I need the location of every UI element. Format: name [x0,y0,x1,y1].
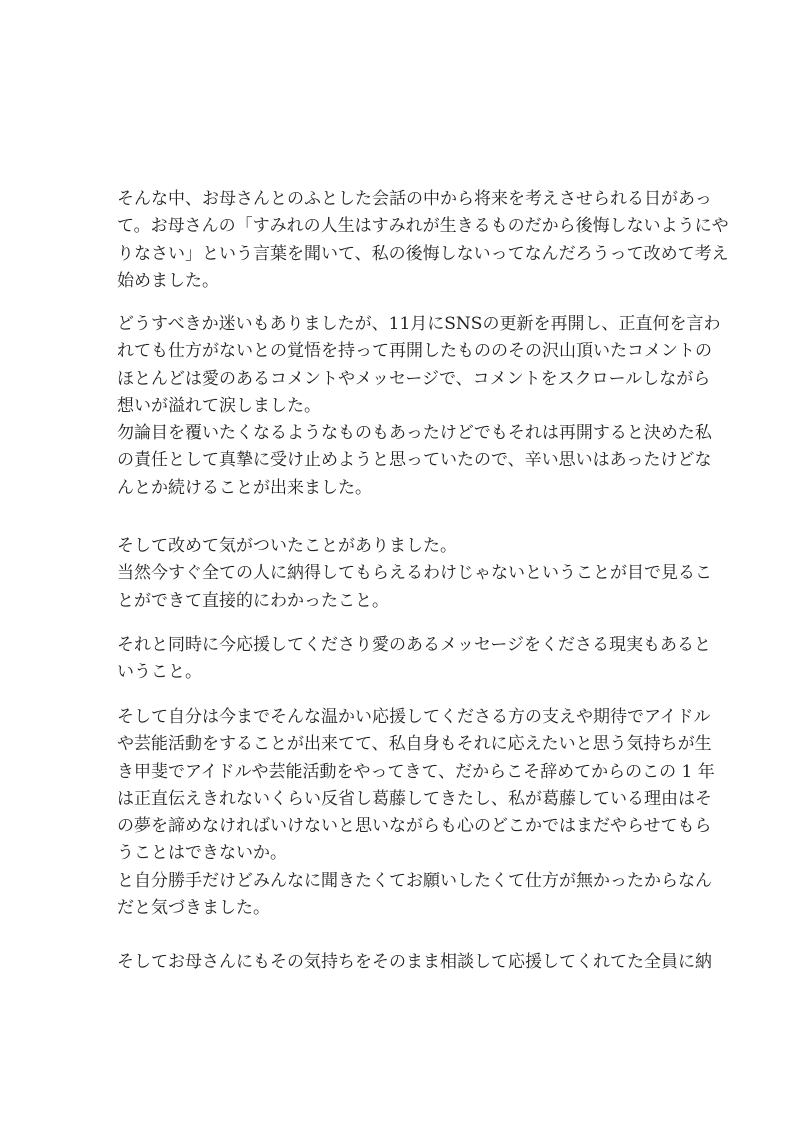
text-line: 始めました。 [117,270,219,291]
text-line: 当然今すぐ全ての人に納得してもらえるわけじゃないということが目で見るこ [117,563,712,584]
text-line: とができて直接的にわかったこと。 [117,590,389,611]
text-line: そして改めて気がついたことがありました。 [117,536,457,556]
paragraph [117,311,721,502]
text-line: や芸能活動をすることが出来てて、私自身もそれに応えたいと思う気持ちが生 [117,734,712,755]
text-line: どうすべきか迷いもありましたが、11月にSNSの更新を再開し、正直何を言わ [117,314,721,334]
text-line: うことはできないか。 [117,843,287,864]
paragraph [117,704,715,922]
text-line: 勿論目を覆いたくなるようなものもあったけどでもそれは再開すると決めた私 [117,423,712,444]
text-line: いうこと。 [117,662,202,683]
paragraph [117,632,711,687]
text-line: だと気づきました。 [117,898,270,919]
text-line: そしてお母さんにもその気持ちをそのまま相談して応援してくれてた全員に納 [117,952,712,972]
text-line: 想いが溢れて涙しました。 [117,395,321,416]
text-line: そんな中、お母さんとのふとした会話の中から将来を考えさせられる日があっ [117,189,712,209]
text-line: それと同時に今応援してくださり愛のあるメッセージをくださる現実もあると [117,635,711,655]
text-line: ほとんどは愛のあるコメントやメッセージで、コメントをスクロールしながら [117,368,711,389]
text-line: そして自分は今までそんな温かい応援してくださる方の支えや期待でアイドル [117,707,711,727]
text-line: りなさい」という言葉を聞いて、私の後悔しないってなんだろうって改めて考え [117,243,729,264]
text-line: き甲斐でアイドルや芸能活動をやってきて、だからこそ辞めてからのこの 1 年 [117,761,715,782]
text-line: の責任として真摯に受け止めようと思っていたので、辛い思いはあったけどな [117,450,712,471]
text-line: の夢を諦めなければいけないと思いながらも心のどこかではまだやらせてもら [117,816,712,837]
paragraph [117,533,712,615]
text-line: て。お母さんの「すみれの人生はすみれが生きるものだから後悔しないようにや [117,216,729,237]
text-line: れても仕方がないとの覚悟を持って再開したもののその沢山頂いたコメントの [117,341,712,362]
text-line: と自分勝手だけどみんなに聞きたくてお願いしたくて仕方が無かったからなん [117,870,712,891]
paragraph [117,949,712,976]
text-line: んとか続けることが出来ました。 [117,477,372,498]
text-line: は正直伝えきれないくらい反省し葛藤してきたし、私が葛藤している理由はそ [117,788,712,809]
paragraph [117,186,729,295]
